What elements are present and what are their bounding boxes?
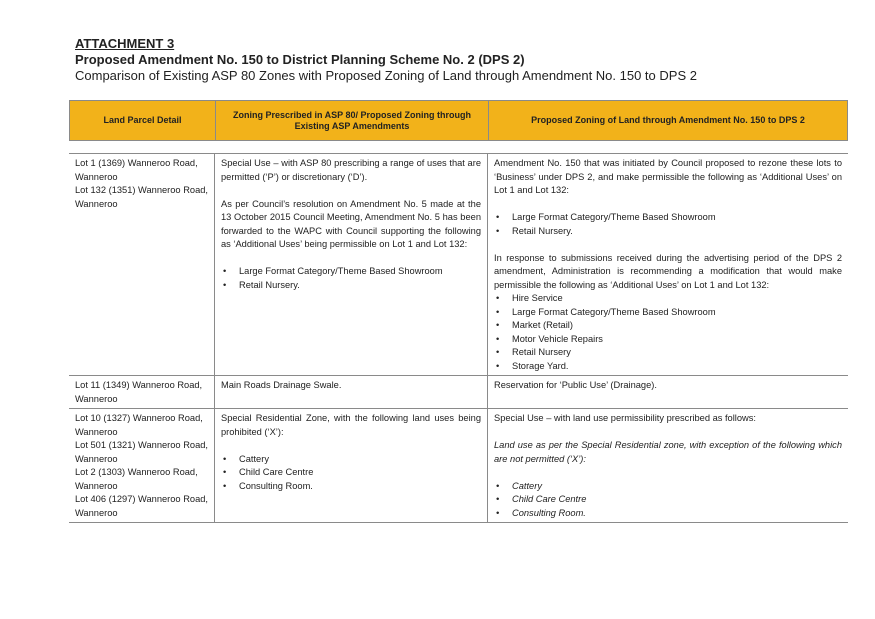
list-item: • Large Format Category/Theme Based Showroom xyxy=(221,265,481,279)
parcel-text: Lot 10 (1327) Wanneroo Road, Wanneroo xyxy=(75,413,203,437)
existing-use-list xyxy=(221,265,481,292)
proposed-paragraph: Reservation for ‘Public Use’ (Drainage). xyxy=(494,380,657,390)
list-item: • Hire Service xyxy=(494,292,842,306)
list-item: • Consulting Room. xyxy=(494,507,842,521)
list-item: • Cattery xyxy=(494,480,842,494)
list-item: • Storage Yard. xyxy=(494,360,842,374)
existing-zoning-cell xyxy=(215,409,488,522)
list-item: • Motor Vehicle Repairs xyxy=(494,333,842,347)
existing-paragraph: As per Council’s resolution on Amendment No. 5 made at the 13 October 2015 Council Meeting, Amendment No. 5 has been forwarded to the WAPC with Council supporting the following as ‘Additional Uses’ being permissible on Lot 1 and Lot 132: xyxy=(221,198,481,249)
list-item: • Large Format Category/Theme Based Showroom xyxy=(494,306,842,320)
land-parcel-cell xyxy=(69,409,215,522)
list-item: • Retail Nursery xyxy=(494,346,842,360)
document-subtitle: Comparison of Existing ASP 80 Zones with Proposed Zoning of Land through Amendment No. 150 to DPS 2 xyxy=(75,68,697,83)
parcel-text: Lot 501 (1321) Wanneroo Road, Wanneroo xyxy=(75,440,208,464)
proposed-use-list xyxy=(494,480,842,521)
proposed-paragraph: In response to submissions received during the advertising period of the DPS 2 amendment, Administration is recommending a modification that would make permissible the following as ‘Additional Uses’ on Lot 1 and Lot 132: xyxy=(494,252,842,290)
parcel-text: Lot 132 (1351) Wanneroo Road, Wanneroo xyxy=(75,185,208,209)
list-item: • Child Care Centre xyxy=(494,493,842,507)
zoning-table xyxy=(69,153,848,523)
proposed-zoning-cell xyxy=(488,409,848,522)
proposed-paragraph: Amendment No. 150 that was initiated by Council proposed to rezone these lots to ‘Business’ under DPS 2, and make permissible the following as ‘Additional Uses’ on Lot 1 and Lot 132: xyxy=(494,158,842,195)
proposed-use-list xyxy=(494,211,842,238)
list-item: • Cattery xyxy=(221,453,481,467)
proposed-use-list xyxy=(494,292,842,373)
table-header xyxy=(69,100,848,141)
table-row xyxy=(69,154,848,376)
parcel-text: Lot 11 (1349) Wanneroo Road, Wanneroo xyxy=(75,380,203,404)
document-title: Proposed Amendment No. 150 to District Planning Scheme No. 2 (DPS 2) xyxy=(75,52,525,67)
parcel-text: Lot 1 (1369) Wanneroo Road, Wanneroo xyxy=(75,158,198,182)
attachment-label: ATTACHMENT 3 xyxy=(75,36,175,51)
proposed-paragraph: Special Use – with land use permissibility prescribed as follows: xyxy=(494,413,756,423)
header-existing-zoning: Zoning Prescribed in ASP 80/ Proposed Zoning through Existing ASP Amendments xyxy=(216,101,489,140)
document-heading xyxy=(75,36,855,84)
existing-paragraph: Special Residential Zone, with the following land uses being prohibited (‘X’): xyxy=(221,413,481,437)
header-land-parcel: Land Parcel Detail xyxy=(70,101,216,140)
existing-use-list xyxy=(221,453,481,494)
list-item: • Consulting Room. xyxy=(221,480,481,494)
proposed-zoning-cell xyxy=(488,376,848,408)
list-item: • Retail Nursery. xyxy=(494,225,842,239)
list-item: • Large Format Category/Theme Based Showroom xyxy=(494,211,842,225)
header-proposed-zoning: Proposed Zoning of Land through Amendment No. 150 to DPS 2 xyxy=(531,115,805,125)
table-row xyxy=(69,376,848,409)
list-item: • Market (Retail) xyxy=(494,319,842,333)
existing-zoning-cell xyxy=(215,376,488,408)
parcel-text: Lot 2 (1303) Wanneroo Road, Wanneroo xyxy=(75,467,198,491)
table-row xyxy=(69,409,848,523)
proposed-paragraph: Land use as per the Special Residential zone, with exception of the following which are not permitted (‘X’): xyxy=(494,440,842,464)
proposed-zoning-cell xyxy=(488,154,848,375)
existing-paragraph: Special Use – with ASP 80 prescribing a range of uses that are permitted (‘P’) or discretionary (‘D’). xyxy=(221,158,481,182)
list-item: • Child Care Centre xyxy=(221,466,481,480)
existing-zoning-cell xyxy=(215,154,488,375)
parcel-text: Lot 406 (1297) Wanneroo Road, Wanneroo xyxy=(75,494,208,518)
land-parcel-cell xyxy=(69,376,215,408)
land-parcel-cell xyxy=(69,154,215,375)
existing-paragraph: Main Roads Drainage Swale. xyxy=(221,380,342,390)
list-item: • Retail Nursery. xyxy=(221,279,481,293)
